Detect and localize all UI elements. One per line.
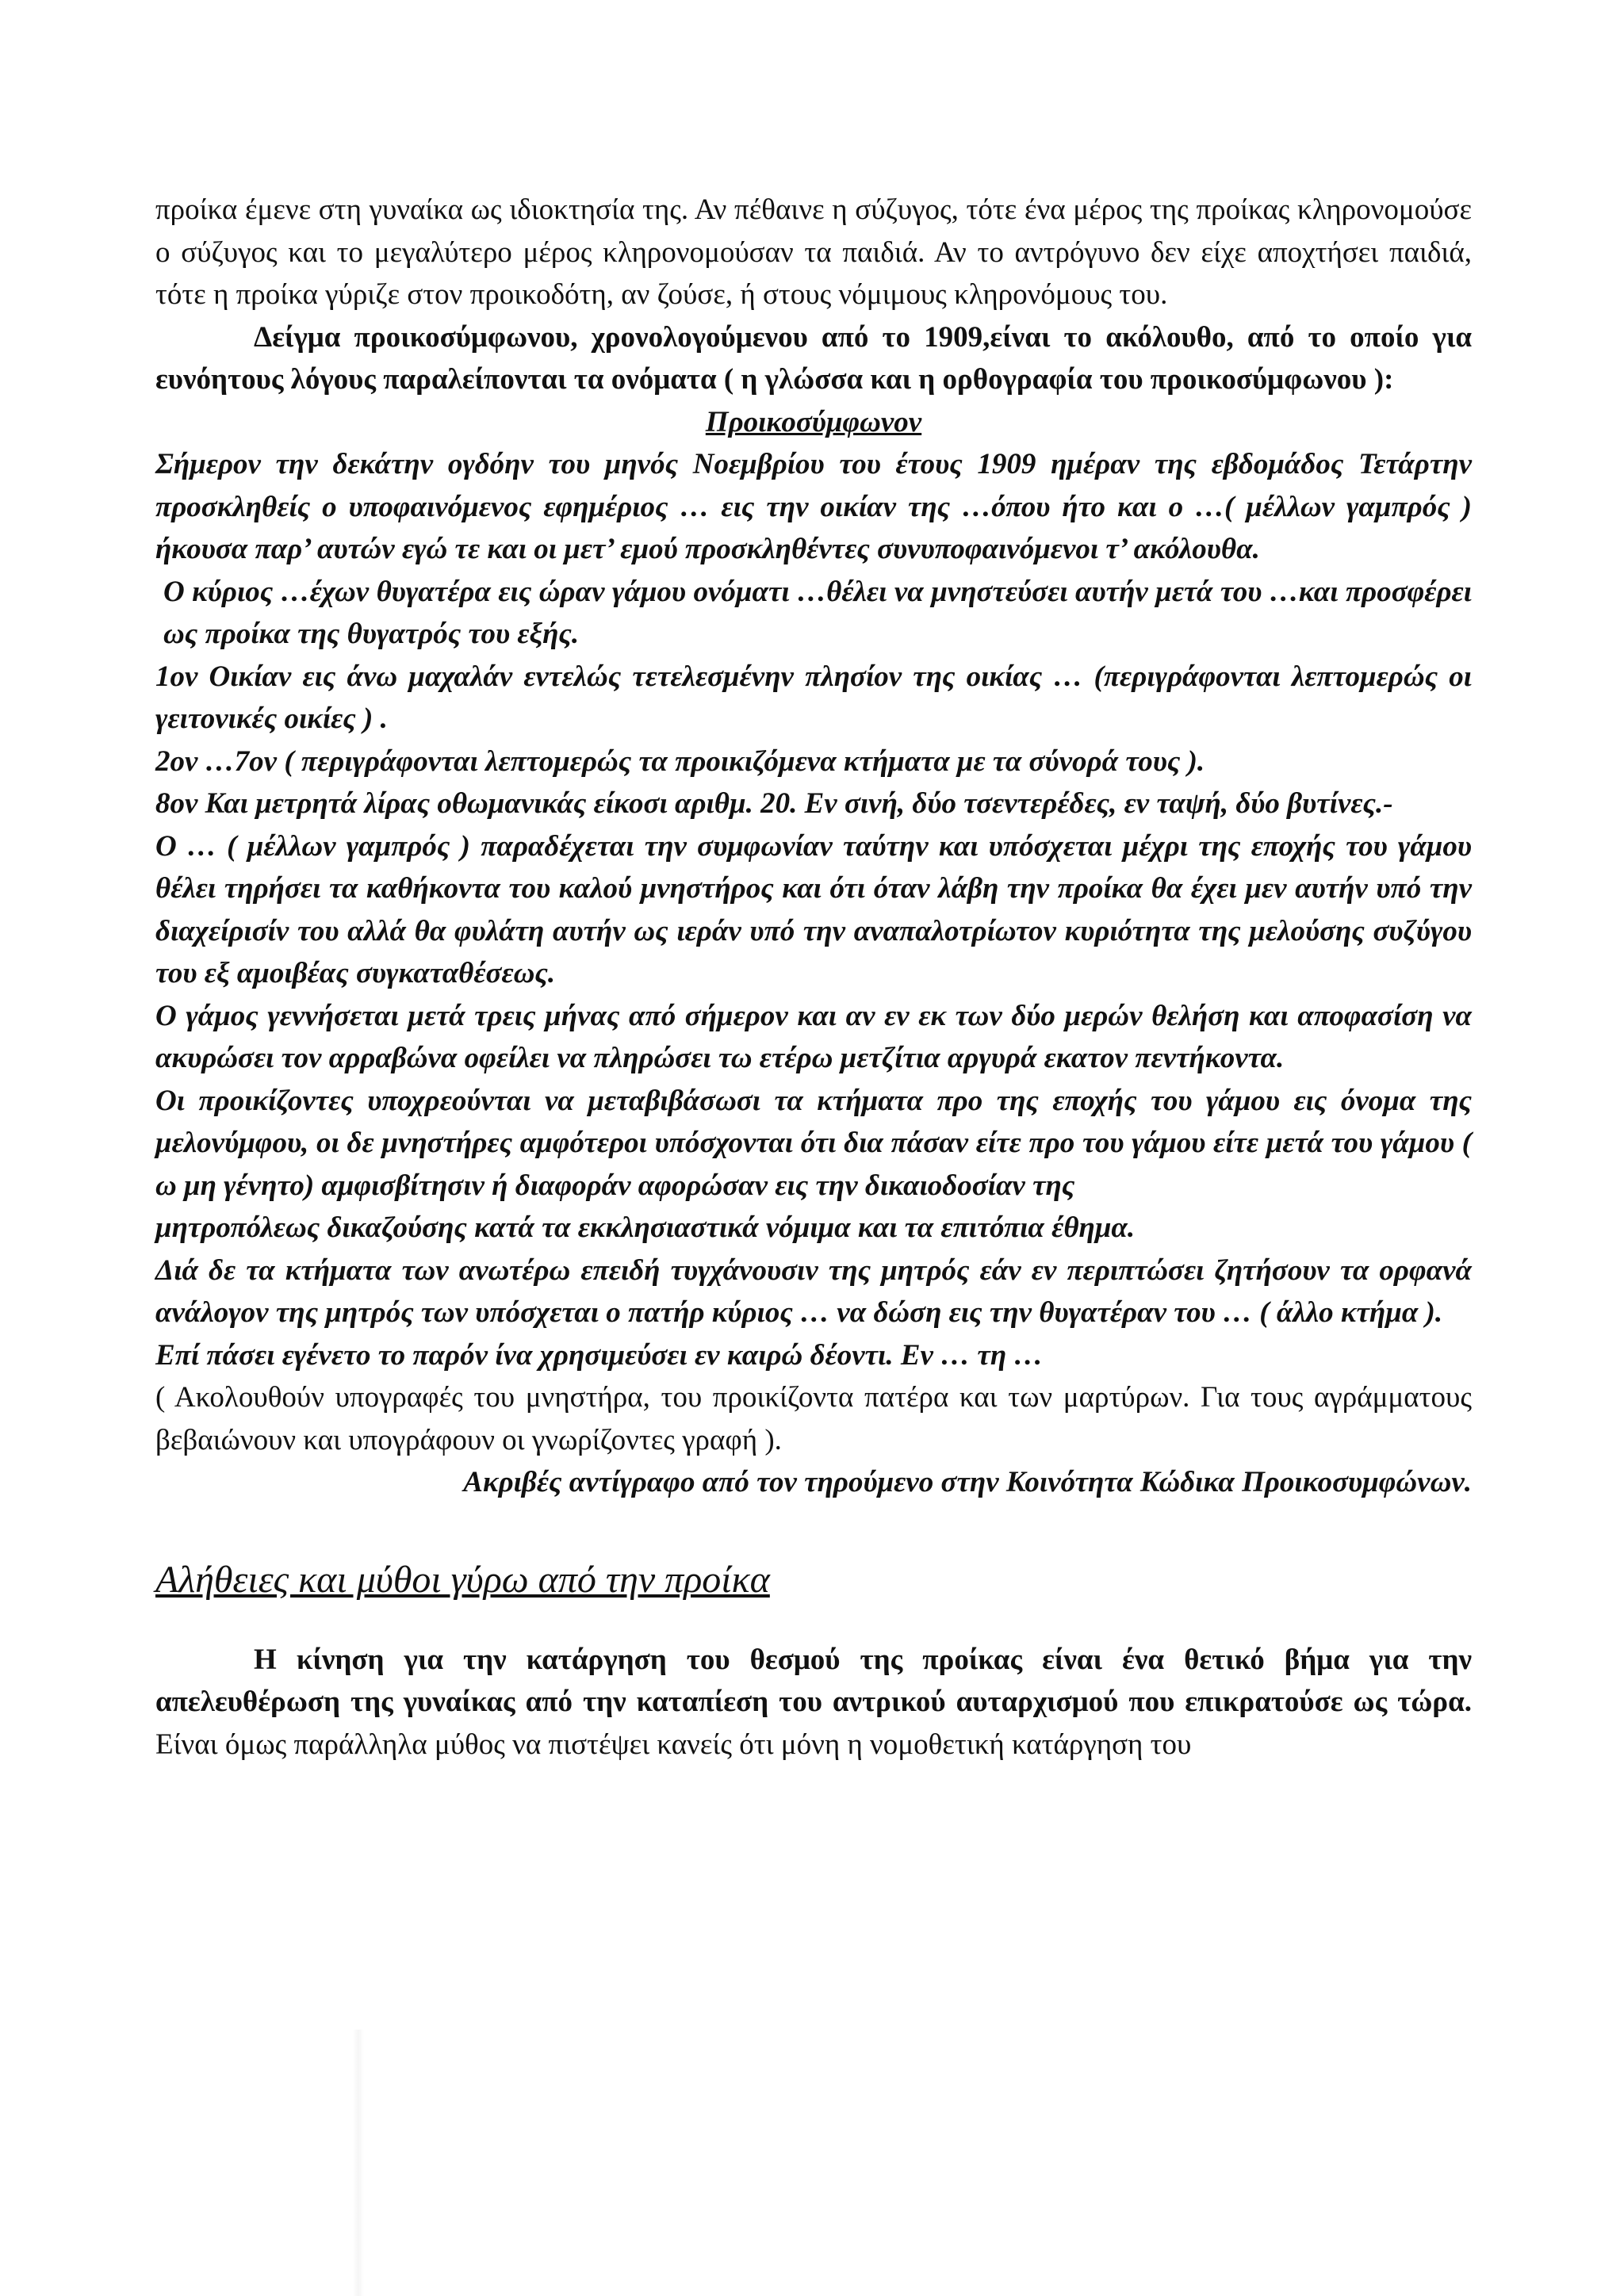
- section-paragraph: [155, 1639, 1472, 1766]
- contract-paragraph: Οι προικίζοντες υποχρεούνται να μεταβιβάσωσι τα κτήματα προ της εποχής του γάμου εις όνομα της μελονύμφου, οι δε μνηστήρες αμφότεροι υπόσχονται ότι δια πάσαν είτε προ του γάμου είτε μετά του γάμου ( ω μη γένητο) αμφισβίτησιν ή διαφοράν αφορώσαν εις την δικαιοδοσίαν της: [155, 1084, 1472, 1202]
- contract-paragraph: Ο … ( μέλλων γαμπρός ) παραδέχεται την συμφωνίαν ταύτην και υπόσχεται μέχρι της εποχής του γάμου θέλει τηρήσει τα καθήκοντα του καλού μνηστήρος και ότι όταν λάβη την προίκα θα έχει μεν αυτήν υπό την διαχείρισίν του αλλά θα φυλάτη αυτήν ως ιεράν υπό την αναπαλοτρίωτον κυριότητα της μελούσης συζύγου του εξ αμοιβέας συγκαταθέσεως.: [155, 829, 1472, 989]
- contract-paragraph: 1ον Οικίαν εις άνω μαχαλάν εντελώς τετελεσμένην πλησίον της οικίας … (περιγράφονται λεπτομερώς οι γειτονικές οικίες ) .: [155, 660, 1472, 735]
- contract-paragraph: 2ον …7ον ( περιγράφονται λεπτομερώς τα προικιζόμενα κτήματα με τα σύνορά τους ).: [155, 744, 1205, 778]
- contract-paragraph: Διά δε τα κτήματα των ανωτέρω επειδή τυγχάνουσιν της μητρός εάν εν περιπτώσει ζητήσουν τα ορφανά ανάλογον της μητρός των υπόσχεται ο πατήρ κύριος … να δώση εις την θυγατέραν του … ( άλλο κτήμα ).: [155, 1253, 1472, 1329]
- section-normal-text: Είναι όμως παράλληλα μύθος να πιστέψει κανείς ότι μόνη η νομοθετική κατάργηση του: [155, 1728, 1192, 1761]
- intro-paragraph: προίκα έμενε στη γυναίκα ως ιδιοκτησία της. Αν πέθαινε η σύζυγος, τότε ένα μέρος της προίκας κληρονομούσε ο σύζυγος και το μεγαλύτερο μέρος κληρονομούσαν τα παιδιά. Αν το αντρόγυνο δεν είχε αποχτήσει παιδιά, τότε η προίκα γύριζε στον προικοδότη, αν ζούσε, ή στους νόμιμους κληρονόμους του.: [155, 193, 1472, 311]
- contract-paragraph: Ο κύριος …έχων θυγατέρα εις ώραν γάμου ονόματι …θέλει να μνηστεύσει αυτήν μετά του …και προσφέρει ως προίκα της θυγατρός του εξής.: [163, 575, 1472, 650]
- contract-paragraph: Σήμερον την δεκάτην ογδόην του μηνός Νοεμβρίου του έτους 1909 ημέραν της εβδομάδος Τετάρτην προσκληθείς ο υποφαινόμενος εφημέριος … εις την οικίαν της …όπου ήτο και ο …( μέλλων γαμπρός ) ήκουσα παρ’ αυτών εγώ τε και οι μετ’ εμού προσκληθέντες συνυποφαινόμενοι τ’ ακόλουθα.: [155, 448, 1472, 565]
- section-heading: Αλήθειες και μύθοι γύρω από την προίκα: [155, 1558, 770, 1601]
- signatures-note: ( Ακολουθούν υπογραφές του μνηστήρα, του προικίζοντα πατέρα και των μαρτύρων. Για τους αγράμματους βεβαιώνουν και υπογράφουν οι γνωρίζοντες γραφή ).: [155, 1381, 1472, 1456]
- contract-paragraph: 8ον Και μετρητά λίρας οθωμανικάς είκοσι αριθμ. 20. Εν σινή, δύο τσεντερέδες, εν ταψή, δύο βυτίνες.-: [155, 787, 1393, 820]
- page-body: [155, 189, 1472, 1766]
- contract-title: Προικοσύμφωνον: [705, 405, 922, 438]
- contract-paragraph: μητροπόλεως δικαζούσης κατά τα εκκλησιαστικά νόμιμα και τα επιτόπια έθημα.: [155, 1211, 1136, 1244]
- contract-paragraph: Ο γάμος γεννήσεται μετά τρεις μήνας από σήμερον και αν εν εκ των δύο μερών θελήση και αποφασίση να ακυρώσει τον αρραβώνα οφείλει να πληρώσει τω ετέρω μετζίτια αργυρά εκατον πεντήκοντα.: [155, 999, 1472, 1074]
- contract-paragraph: Επί πάσει εγένετο το παρόν ίνα χρησιμεύσει εν καιρώ δέοντι. Εν … τη …: [155, 1338, 1044, 1372]
- scan-shadow: [353, 2030, 364, 2296]
- section-bold-text: Η κίνηση για την κατάργηση του θεσμού της προίκας είναι ένα θετικό βήμα για την απελευθέρωση της γυναίκας από την καταπίεση του αντρικού αυταρχισμού που επικρατούσε ως τώρα.: [155, 1643, 1472, 1718]
- copy-note: Ακριβές αντίγραφο από τον τηρούμενο στην Κοινότητα Κώδικα Προικοσυμφώνων.: [463, 1466, 1472, 1498]
- sample-intro-paragraph: Δείγμα προικοσύμφωνου, χρονολογούμενου από το 1909,είναι το ακόλουθο, από το οποίο για ευνόητους λόγους παραλείπονται τα ονόματα ( η γλώσσα και η ορθογραφία του προικοσύμφωνου ):: [155, 320, 1472, 396]
